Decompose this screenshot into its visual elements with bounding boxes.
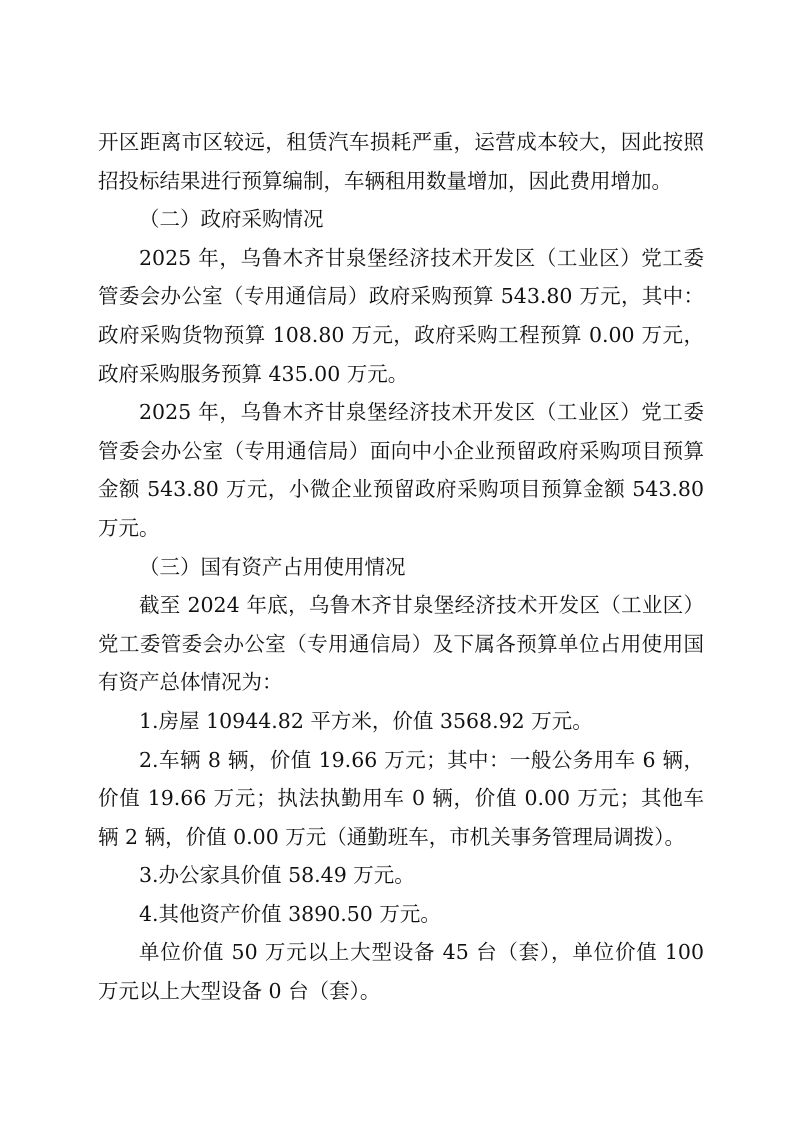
section-heading-state-assets: （三）国有资产占用使用情况 — [139, 554, 406, 579]
list-item-office-furniture: 3.办公家具价值 58.49 万元。 — [139, 863, 415, 888]
list-item-other-assets: 4.其他资产价值 3890.50 万元。 — [139, 901, 441, 926]
paragraph-large-equipment: 单位价值 50 万元以上大型设备 45 台（套），单位价值 100 万元以上大型设备 0 台（套）。 — [98, 940, 704, 1004]
paragraph-procurement-budget: 2025 年，乌鲁木齐甘泉堡经济技术开发区（工业区）党工委管委会办公室（专用通信局）政府采购预算 543.80 万元，其中：政府采购货物预算 108.80 万元，政府采购工程预算 0.00 万元，政府采购服务预算 435.00 万元。 — [98, 245, 704, 386]
paragraph-sme-reserved-budget: 2025 年，乌鲁木齐甘泉堡经济技术开发区（工业区）党工委管委会办公室（专用通信局）面向中小企业预留政府采购项目预算金额 543.80 万元，小微企业预留政府采购项目预算金额 543.80 万元。 — [98, 400, 704, 540]
list-item-buildings: 1.房屋 10944.82 平方米，价值 3568.92 万元。 — [139, 708, 593, 733]
paragraph-vehicle-cost: 开区距离市区较远，租赁汽车损耗严重，运营成本较大，因此按照招投标结果进行预算编制，车辆租用数量增加，因此费用增加。 — [98, 130, 704, 193]
list-item-vehicles: 2.车辆 8 辆，价值 19.66 万元；其中：一般公务用车 6 辆，价值 19.66 万元；执法执勤用车 0 辆，价值 0.00 万元；其他车辆 2 辆，价值 0.00 万元（通勤班车，市机关事务管理局调拨）。 — [98, 747, 704, 849]
paragraph-assets-overview: 截至 2024 年底，乌鲁木齐甘泉堡经济技术开发区（工业区）党工委管委会办公室（专用通信局）及下属各预算单位占用使用国有资产总体情况为： — [98, 593, 704, 695]
section-heading-government-procurement: （二）政府采购情况 — [139, 207, 324, 232]
document-body — [98, 123, 704, 1011]
